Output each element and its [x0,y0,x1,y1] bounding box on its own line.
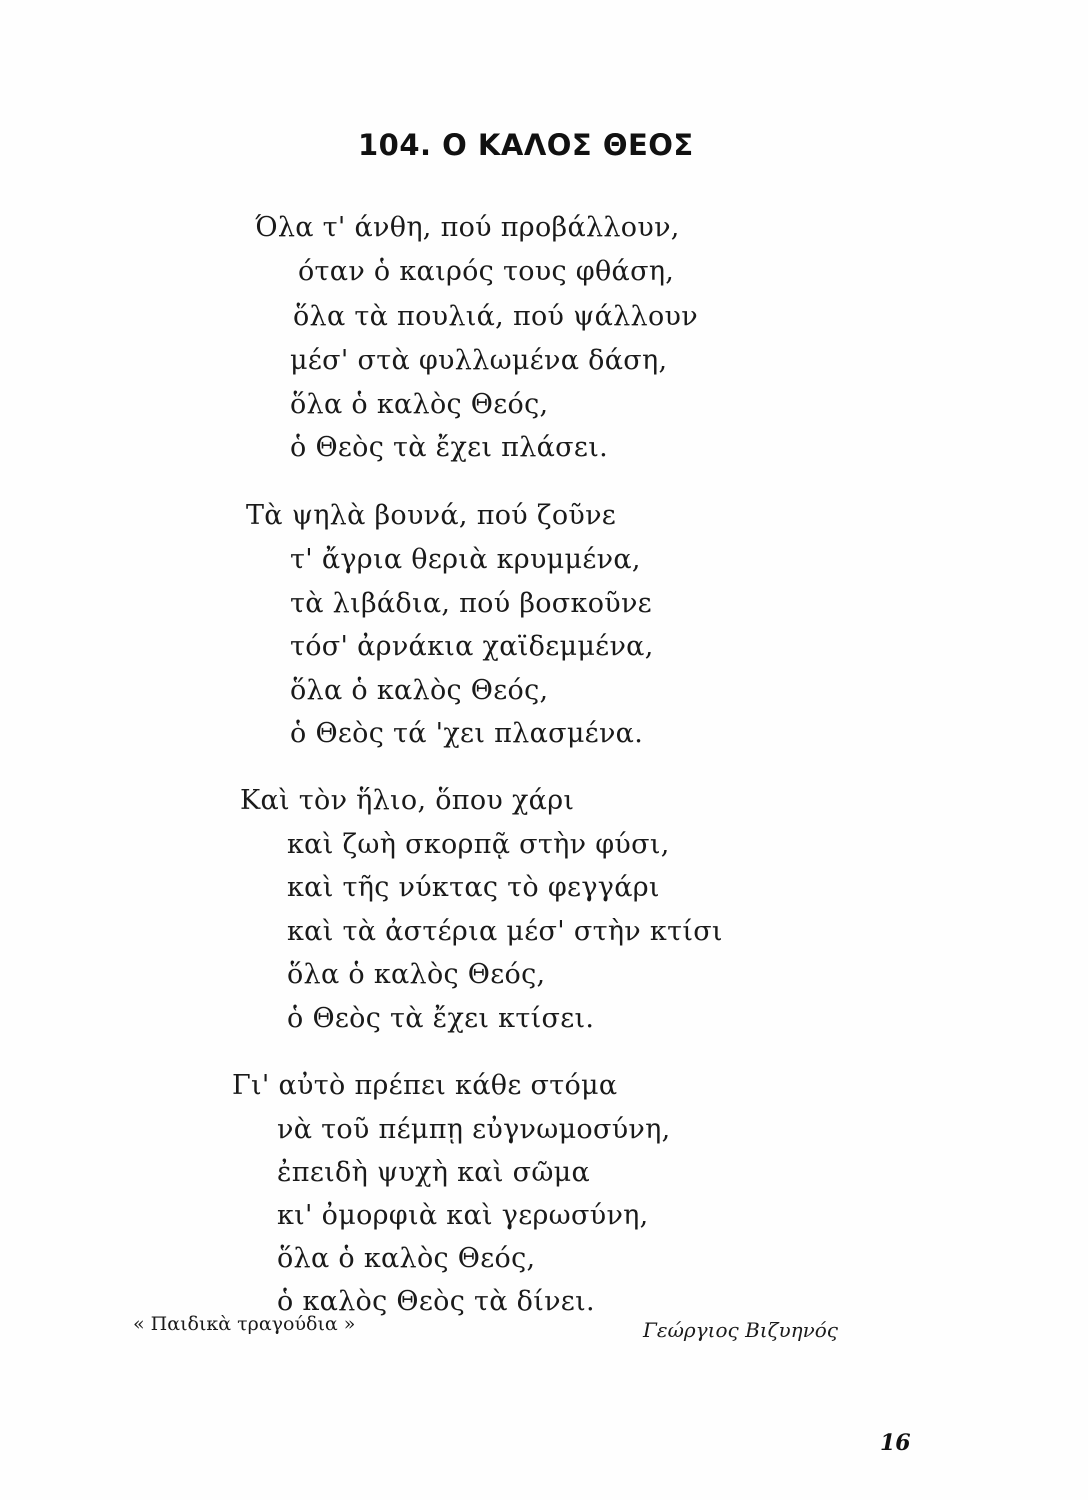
poem-line: ὅλα ὁ καλὸς Θεός, [290,389,549,420]
poem-line: μέσ' στὰ φυλλωμένα δάση, [290,345,668,376]
poem-line: ὁ Θεὸς τά 'χει πλασμένα. [290,718,644,749]
poem-line: Όλα τ' άνθη, πού προβάλλουν, [255,212,680,243]
poem-line: Γι' αὐτὸ πρέπει κάθε στόμα [232,1070,618,1101]
poem-line: ὅλα ὁ καλὸς Θεός, [287,959,546,990]
poem-line: τόσ' ἀρνάκια χαϊδεμμένα, [290,631,654,662]
poem-line: νὰ τοῦ πέμπῃ εὐγνωμοσύνη, [277,1114,671,1145]
poem-line: ἐπειδὴ ψυχὴ καὶ σῶμα [277,1157,591,1188]
poem-line: ὅλα ὁ καλὸς Θεός, [277,1243,536,1274]
poem-line: τὰ λιβάδια, πού βοσκοῦνε [290,588,652,619]
poem-line: όταν ὁ καιρός τους φθάση, [298,256,675,287]
poem-line: ὅλα ὁ καλὸς Θεός, [290,675,549,706]
poem-line: ὅλα τὰ πουλιά, πού ψάλλουν [293,301,698,332]
poem-line: καὶ τὰ ἀστέρια μέσ' στὴν κτίσι [287,916,723,947]
source-note: « Παιδικὰ τραγούδια » [133,1313,356,1335]
poem-line: ὁ Θεὸς τὰ ἔχει κτίσει. [287,1003,595,1034]
poem-line: ὁ Θεὸς τὰ ἔχει πλάσει. [290,432,608,463]
page-number: 16 [880,1430,911,1456]
poem-line: κι' ὀμορφιὰ καὶ γερωσύνη, [277,1200,649,1231]
poem-line: Καὶ τὸν ἥλιο, ὅπου χάρι [240,785,575,816]
poem-line: Τὰ ψηλὰ βουνά, πού ζοῦνε [246,500,617,531]
author-name: Γεώργιος Βιζυηνός [643,1318,838,1342]
poem-line: τ' ἄγρια θεριὰ κρυμμένα, [290,544,641,575]
poem-line: ὁ καλὸς Θεὸς τὰ δίνει. [277,1286,595,1317]
poem-title: 104. Ο ΚΑΛΟΣ ΘΕΟΣ [358,128,694,162]
poem-line: καὶ τῆς νύκτας τὸ φεγγάρι [287,872,660,903]
poem-line: καὶ ζωὴ σκορπᾷ στὴν φύσι, [287,829,670,860]
